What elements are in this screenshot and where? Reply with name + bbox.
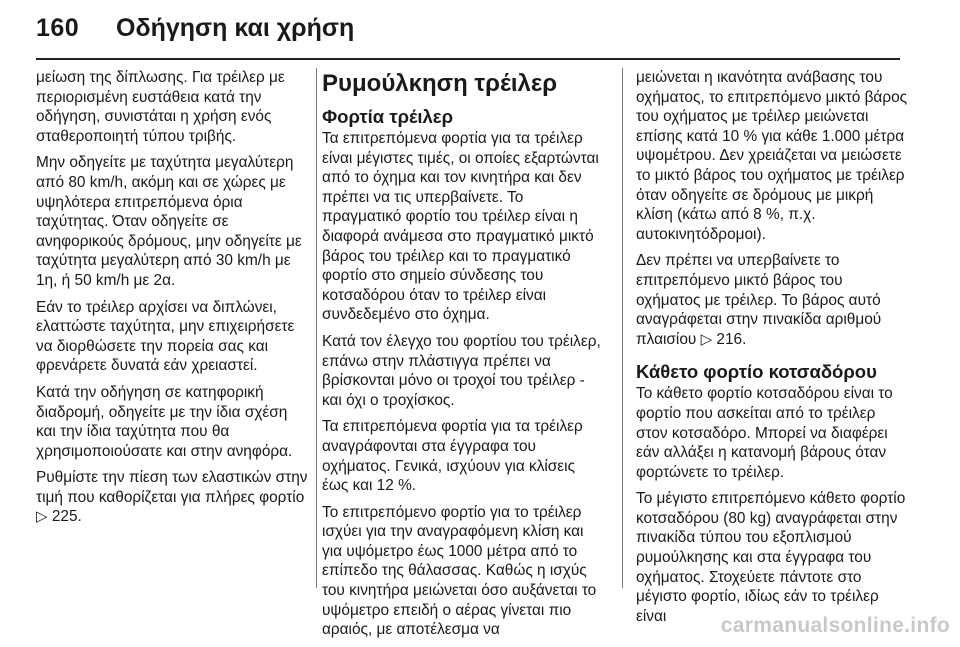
paragraph: μειώνεται η ικανότητα ανάβασης του οχήματος, το επιτρεπόμενο μικτό βάρος του οχήματος με τρέιλερ μειώνεται επίσης κατά 10 % για κάθε 1.000 μέτρα υψομέτρου. Δεν χρειάζεται να μειώσετε το μικτό βάρος του οχήματος με τρέιλερ όταν οδηγείτε σε δρόμους με μικρή κλίση (κάτω από 8 %, π.χ. αυτοκινητόδρομοι). <box>636 69 908 243</box>
paragraph: Κατά τον έλεγχο του φορτίου του τρέιλερ, επάνω στην πλάστιγγα πρέπει να βρίσκονται μόνο οι τροχοί του τρέιλερ - και όχι ο τροχίσκος. <box>322 332 601 409</box>
paragraph-text: Δεν πρέπει να υπερβαίνετε το επιτρεπόμενο μικτό βάρος του οχήματος με τρέιλερ. Το βάρος αυτό αναγράφεται στην πινακίδα αριθμού πλαισίου <box>636 252 882 348</box>
page-reference-arrow-icon: ▷ <box>36 508 48 526</box>
paragraph: Τα επιτρεπόμενα φορτία για τα τρέιλερ είναι μέγιστες τιμές, οι οποίες εξαρτώνται από το όχημα και τον κινητήρα και δεν πρέπει να τις υπερβαίνετε. Το πραγματικό φορτίο του τρέιλερ είναι η διαφορά ανάμεσα στο πραγματικό μικτό βάρος του τρέιλερ και το πραγματικό φορτίο στο σημείο σύνδεσης του κοτσαδόρου όταν το τρέιλερ είναι συνδεδεμένο στο όχημα. <box>322 130 599 324</box>
header-rule <box>36 58 900 60</box>
paragraph: Το μέγιστο επιτρεπόμενο κάθετο φορτίο κοτσαδόρου (80 kg) αναγράφεται στην πινακίδα τύπου του εξοπλισμού ρυμούλκησης και στα έγγραφα του οχήματος. Στοχεύετε πάντοτε στο μέγιστο φορτίο, ιδίως εάν το τρέιλερ είναι <box>636 490 906 625</box>
paragraph-text: Ρυθμίστε την πίεση των ελαστικών στην τιμή που καθορίζεται για πλήρες φορτίο <box>36 469 308 506</box>
paragraph: Τα επιτρεπόμενα φορτία για τα τρέιλερ αναγράφονται στα έγγραφα του οχήματος. Γενικά, ισχύουν για κλίσεις έως και 12 %. <box>322 418 583 495</box>
page-number: 160 <box>36 14 80 42</box>
subsection-heading: Φορτία τρέιλερ <box>322 106 454 127</box>
page-reference-arrow-icon: ▷ <box>700 330 713 348</box>
section-title: Οδήγηση και χρήση <box>116 14 355 42</box>
paragraph: Εάν το τρέιλερ αρχίσει να διπλώνει, ελαττώστε ταχύτητα, μην επιχειρήσετε να διορθώσετε την πορεία σας και φρενάρετε δυνατά εάν χρειαστεί. <box>36 298 295 375</box>
paragraph: Κατά την οδήγηση σε κατηφορική διαδρομή, οδηγείτε με την ίδια σχέση και την ίδια ταχύτητα που θα χρησιμοποιούσατε και στην ανηφόρα. <box>36 383 293 460</box>
column-3 <box>636 68 908 633</box>
watermark: carmanualsonline.info <box>720 614 950 637</box>
paragraph: Το κάθετο φορτίο κοτσαδόρου είναι το φορτίο που ασκείται από το τρέιλερ στον κοτσαδόρο. Μπορεί να διαφέρει εάν αλλάξει η κατανομή βάρους όταν φορτώνετε το τρέιλερ. <box>636 385 893 481</box>
section-heading: Ρυμούλκηση τρέιλερ <box>322 70 558 97</box>
column-2 <box>322 68 604 647</box>
column-divider-2 <box>622 68 623 588</box>
paragraph <box>636 251 908 349</box>
paragraph: μείωση της δίπλωσης. Για τρέιλερ με περιορισμένη ευστάθεια κατά την οδήγηση, συνιστάται η χρήση ενός σταθεροποιητή τύπου τριβής. <box>36 69 285 145</box>
paragraph: Μην οδηγείτε με ταχύτητα μεγαλύτερη από 80 km/h, ακόμη και σε χώρες με υψηλότερα επιτρεπόμενα όρια ταχύτητας. Όταν οδηγείτε σε ανηφορικούς δρόμους, μην οδηγείτε με ταχύτητα μεγαλύτερη από 30 km/h με 1η, ή 50 km/h με 2α. <box>36 154 302 289</box>
page-reference-link[interactable]: 225. <box>51 508 82 526</box>
subsection-heading: Κάθετο φορτίο κοτσαδόρου <box>636 361 877 383</box>
paragraph <box>36 468 308 527</box>
page-header <box>0 0 960 58</box>
column-divider-1 <box>316 68 317 588</box>
paragraph: Το επιτρεπόμενο φορτίο για το τρέιλερ ισχύει για την αναγραφόμενη κλίση και για υψόμετρο έως 1000 μέτρα από το επίπεδο της θάλασσας. Καθώς η ισχύς του κινητήρα μειώνεται όσο αυξάνεται το υψόμετρο επειδή ο αέρας γίνεται πιο αραιός, με αποτέλεσμα να <box>322 503 597 639</box>
column-1 <box>36 68 308 534</box>
page-reference-link[interactable]: 216. <box>716 330 747 348</box>
